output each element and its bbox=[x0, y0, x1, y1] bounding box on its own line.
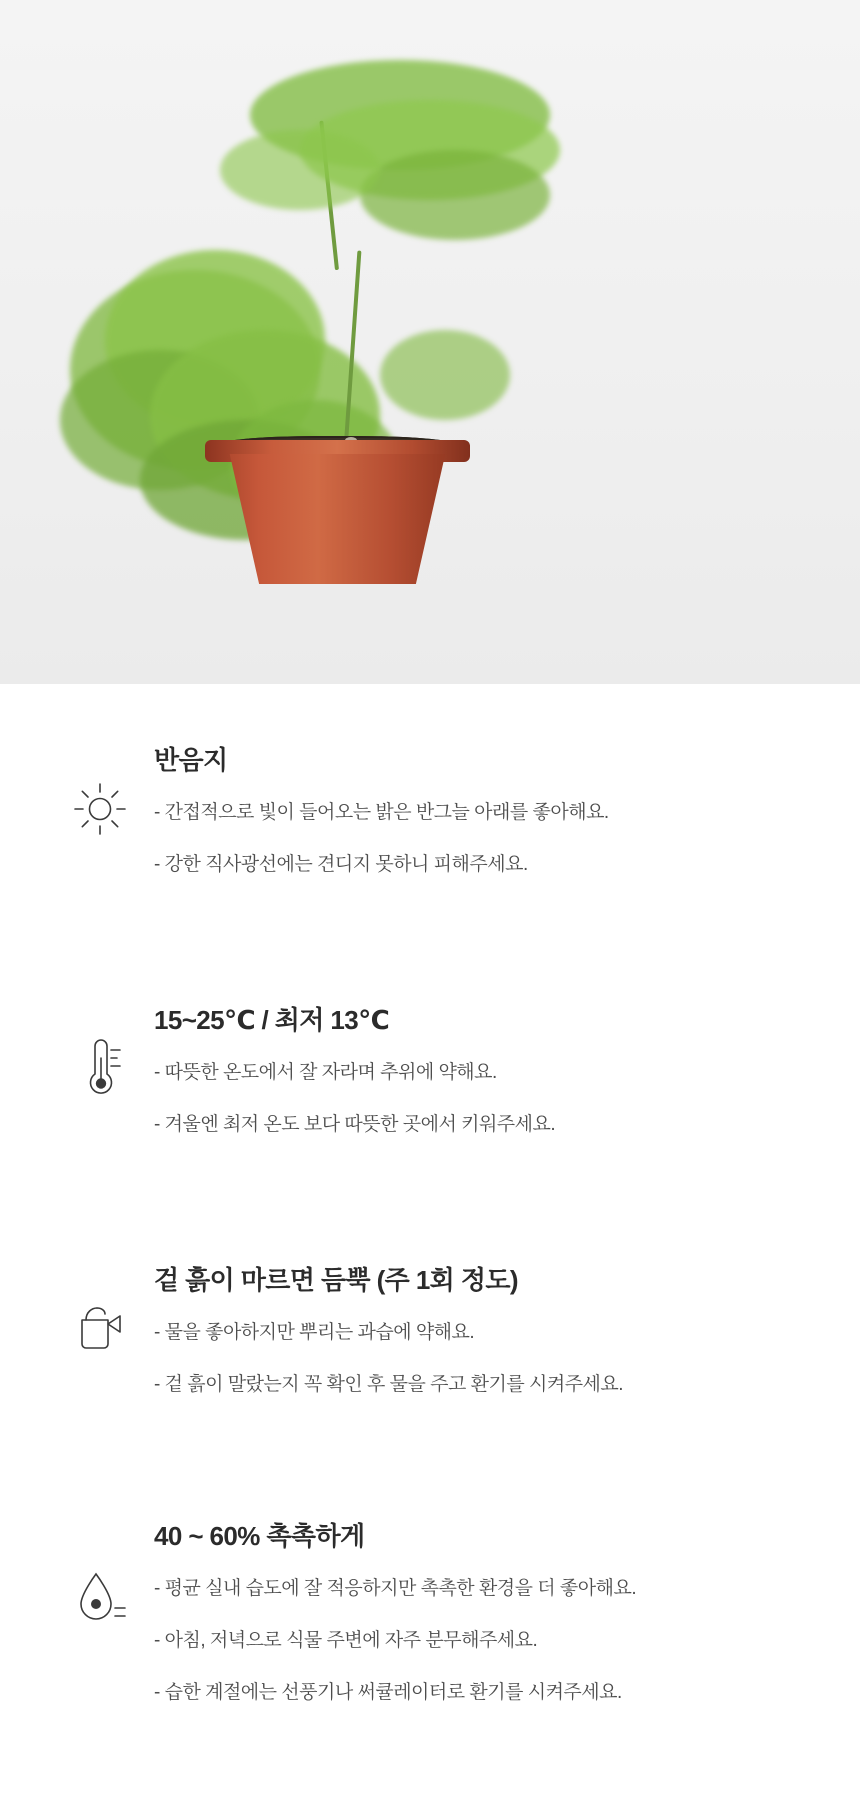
care-guide-section bbox=[0, 684, 860, 1798]
care-item-title: 15~25℃ / 최저 13℃ bbox=[154, 1005, 390, 1035]
care-item-line: - 겨울엔 최저 온도 보다 따뜻한 곳에서 키워주세요. bbox=[154, 1113, 556, 1135]
care-item-line: - 강한 직사광선에는 견디지 못하니 피해주세요. bbox=[154, 853, 528, 875]
care-item-line: - 평균 실내 습도에 잘 적응하지만 촉촉한 환경을 더 좋아해요. bbox=[154, 1577, 637, 1599]
humidity-drop-icon bbox=[52, 1520, 148, 1632]
care-item-line: - 따뜻한 온도에서 잘 자라며 추위에 약해요. bbox=[154, 1061, 497, 1083]
foliage-blob bbox=[220, 130, 380, 210]
sun-icon bbox=[52, 744, 148, 840]
care-item-light bbox=[0, 744, 860, 900]
care-item-title: 반음지 bbox=[154, 745, 228, 775]
plant-hero-image bbox=[0, 0, 860, 684]
foliage-blob bbox=[360, 150, 550, 240]
watering-can-icon bbox=[52, 1264, 148, 1360]
care-item-line: - 물을 좋아하지만 뿌리는 과습에 약해요. bbox=[154, 1321, 475, 1343]
care-item-watering bbox=[0, 1264, 860, 1420]
foliage-blob bbox=[380, 330, 510, 420]
care-item-body bbox=[148, 1264, 860, 1420]
thermometer-icon bbox=[52, 1004, 148, 1102]
care-item-line: - 간접적으로 빛이 들어오는 밝은 반그늘 아래를 좋아해요. bbox=[154, 801, 609, 823]
care-item-line: - 겉 흙이 말랐는지 꼭 확인 후 물을 주고 환기를 시켜주세요. bbox=[154, 1373, 624, 1395]
care-item-title: 40 ~ 60% 촉촉하게 bbox=[154, 1521, 365, 1551]
care-item-body bbox=[148, 1004, 860, 1160]
care-item-body bbox=[148, 744, 860, 900]
care-item-line: - 습한 계절에는 선풍기나 써큘레이터로 환기를 시켜주세요. bbox=[154, 1682, 622, 1703]
care-item-humidity bbox=[0, 1520, 860, 1728]
care-item-body bbox=[148, 1520, 860, 1728]
care-item-line: - 아침, 저녁으로 식물 주변에 자주 분무해주세요. bbox=[154, 1629, 538, 1651]
care-item-temperature bbox=[0, 1004, 860, 1160]
care-item-title: 겉 흙이 마르면 듬뿍 (주 1회 정도) bbox=[154, 1265, 518, 1295]
